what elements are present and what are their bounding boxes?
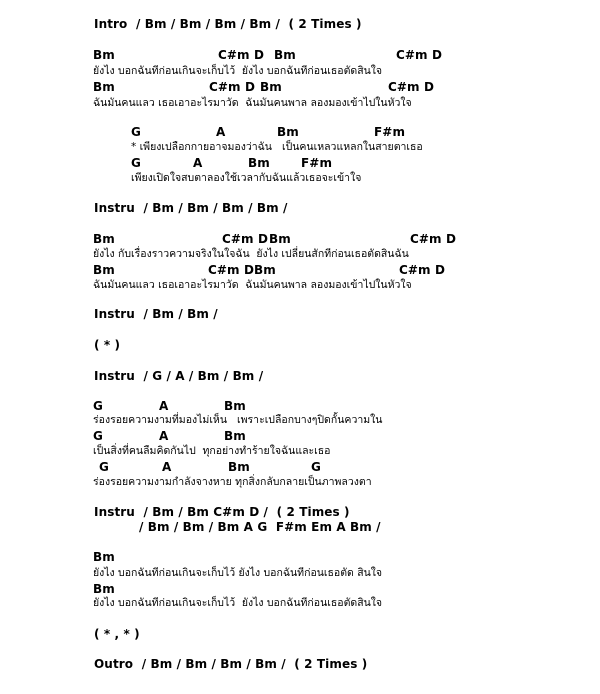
chord: Bm xyxy=(93,232,115,246)
chord: G xyxy=(93,399,103,413)
chord: A xyxy=(159,429,169,443)
chord: Bm xyxy=(269,232,291,246)
chorus-marker: ( * ) xyxy=(94,338,121,352)
chord: Bm xyxy=(224,399,246,413)
chord: C#m D xyxy=(218,48,265,62)
chord: Bm xyxy=(260,80,282,94)
instru-line: Instru / Bm / Bm / Bm / Bm / xyxy=(94,201,288,215)
lyric-line: ยังไง กับเรื่องราวความจริงในใจฉัน ยังไง เปลี่ยนสักทีก่อนเธอตัดสินฉัน xyxy=(93,248,409,260)
chord: C#m D xyxy=(410,232,457,246)
chord: G xyxy=(99,460,109,474)
chord: C#m D xyxy=(209,80,256,94)
chord: G xyxy=(93,429,103,443)
lyric-line: ฉันมันคนแลว เธอเอาอะไรมาวัด ฉันมันคนพาล ลองมองเข้าไปในหัวใจ xyxy=(93,279,412,291)
chord: Bm xyxy=(274,48,296,62)
chorus-marker: ( * , * ) xyxy=(94,627,140,641)
chord: Bm xyxy=(93,263,115,277)
lyric-line: ยังไง บอกฉันทีก่อนเกินจะเก็บไว้ ยังไง บอกฉันทีก่อนเธอตัดสินใจ xyxy=(93,597,383,609)
instru-line: Instru / Bm / Bm / xyxy=(94,307,218,321)
lyric-line: ฉันมันคนแลว เธอเอาอะไรมาวัด ฉันมันคนพาล ลองมองเข้าไปในหัวใจ xyxy=(93,97,412,109)
lyric-line: ร่องรอยความงามที่มองไม่เห็น เพราะเปลือกบางๆปิดกั้นความใน xyxy=(93,414,383,426)
chord: A xyxy=(159,399,169,413)
chord: C#m D xyxy=(208,263,255,277)
lyric-line: ยังไง บอกฉันทีก่อนเกินจะเก็บไว้ ยังไง บอกฉันทีก่อนเธอตัด สินใจ xyxy=(93,567,383,579)
lyric-line: ยังไง บอกฉันทีก่อนเกินจะเก็บไว้ ยังไง บอกฉันทีก่อนเธอตัดสินใจ xyxy=(93,65,383,77)
chord: A xyxy=(216,125,226,139)
chord: Bm xyxy=(248,156,270,170)
chord: Bm xyxy=(277,125,299,139)
instru-line-continuation: / Bm / Bm / Bm A G F#m Em A Bm / xyxy=(139,520,381,534)
chord: Bm xyxy=(93,550,115,564)
chord: G xyxy=(131,156,141,170)
outro-line: Outro / Bm / Bm / Bm / Bm / ( 2 Times ) xyxy=(94,657,368,671)
instru-line: Instru / G / A / Bm / Bm / xyxy=(94,369,264,383)
chord: C#m D xyxy=(396,48,443,62)
chord: Bm xyxy=(93,80,115,94)
chord: Bm xyxy=(228,460,250,474)
chord: C#m D xyxy=(222,232,269,246)
chord: C#m D xyxy=(399,263,446,277)
chord: G xyxy=(311,460,321,474)
lyric-line: * เพียงเปลือกกายอาจมองว่าฉัน เป็นคนเหลวแหลกในสายตาเธอ xyxy=(131,141,423,153)
chord: G xyxy=(131,125,141,139)
chord: F#m xyxy=(301,156,333,170)
lyric-line: เป็นสิ่งที่คนลืมคิดกันไป ทุกอย่างทำร้ายใจฉันและเธอ xyxy=(93,445,331,457)
chord: A xyxy=(162,460,172,474)
chord: C#m D xyxy=(388,80,435,94)
chord: Bm xyxy=(224,429,246,443)
intro-line: Intro / Bm / Bm / Bm / Bm / ( 2 Times ) xyxy=(94,17,362,31)
instru-line: Instru / Bm / Bm C#m D / ( 2 Times ) xyxy=(94,505,350,519)
chord: Bm xyxy=(93,48,115,62)
chord: Bm xyxy=(93,582,115,596)
chord: Bm xyxy=(254,263,276,277)
lyric-line: ร่องรอยความงามกำลังจางหาย ทุกสิ่งกลับกลายเป็นภาพลวงตา xyxy=(93,476,372,488)
lyric-line: เพียงเปิดใจสบตาลองใช้เวลากับฉันแล้วเธอจะเข้าใจ xyxy=(131,172,362,184)
chord: A xyxy=(193,156,203,170)
chord: F#m xyxy=(374,125,406,139)
